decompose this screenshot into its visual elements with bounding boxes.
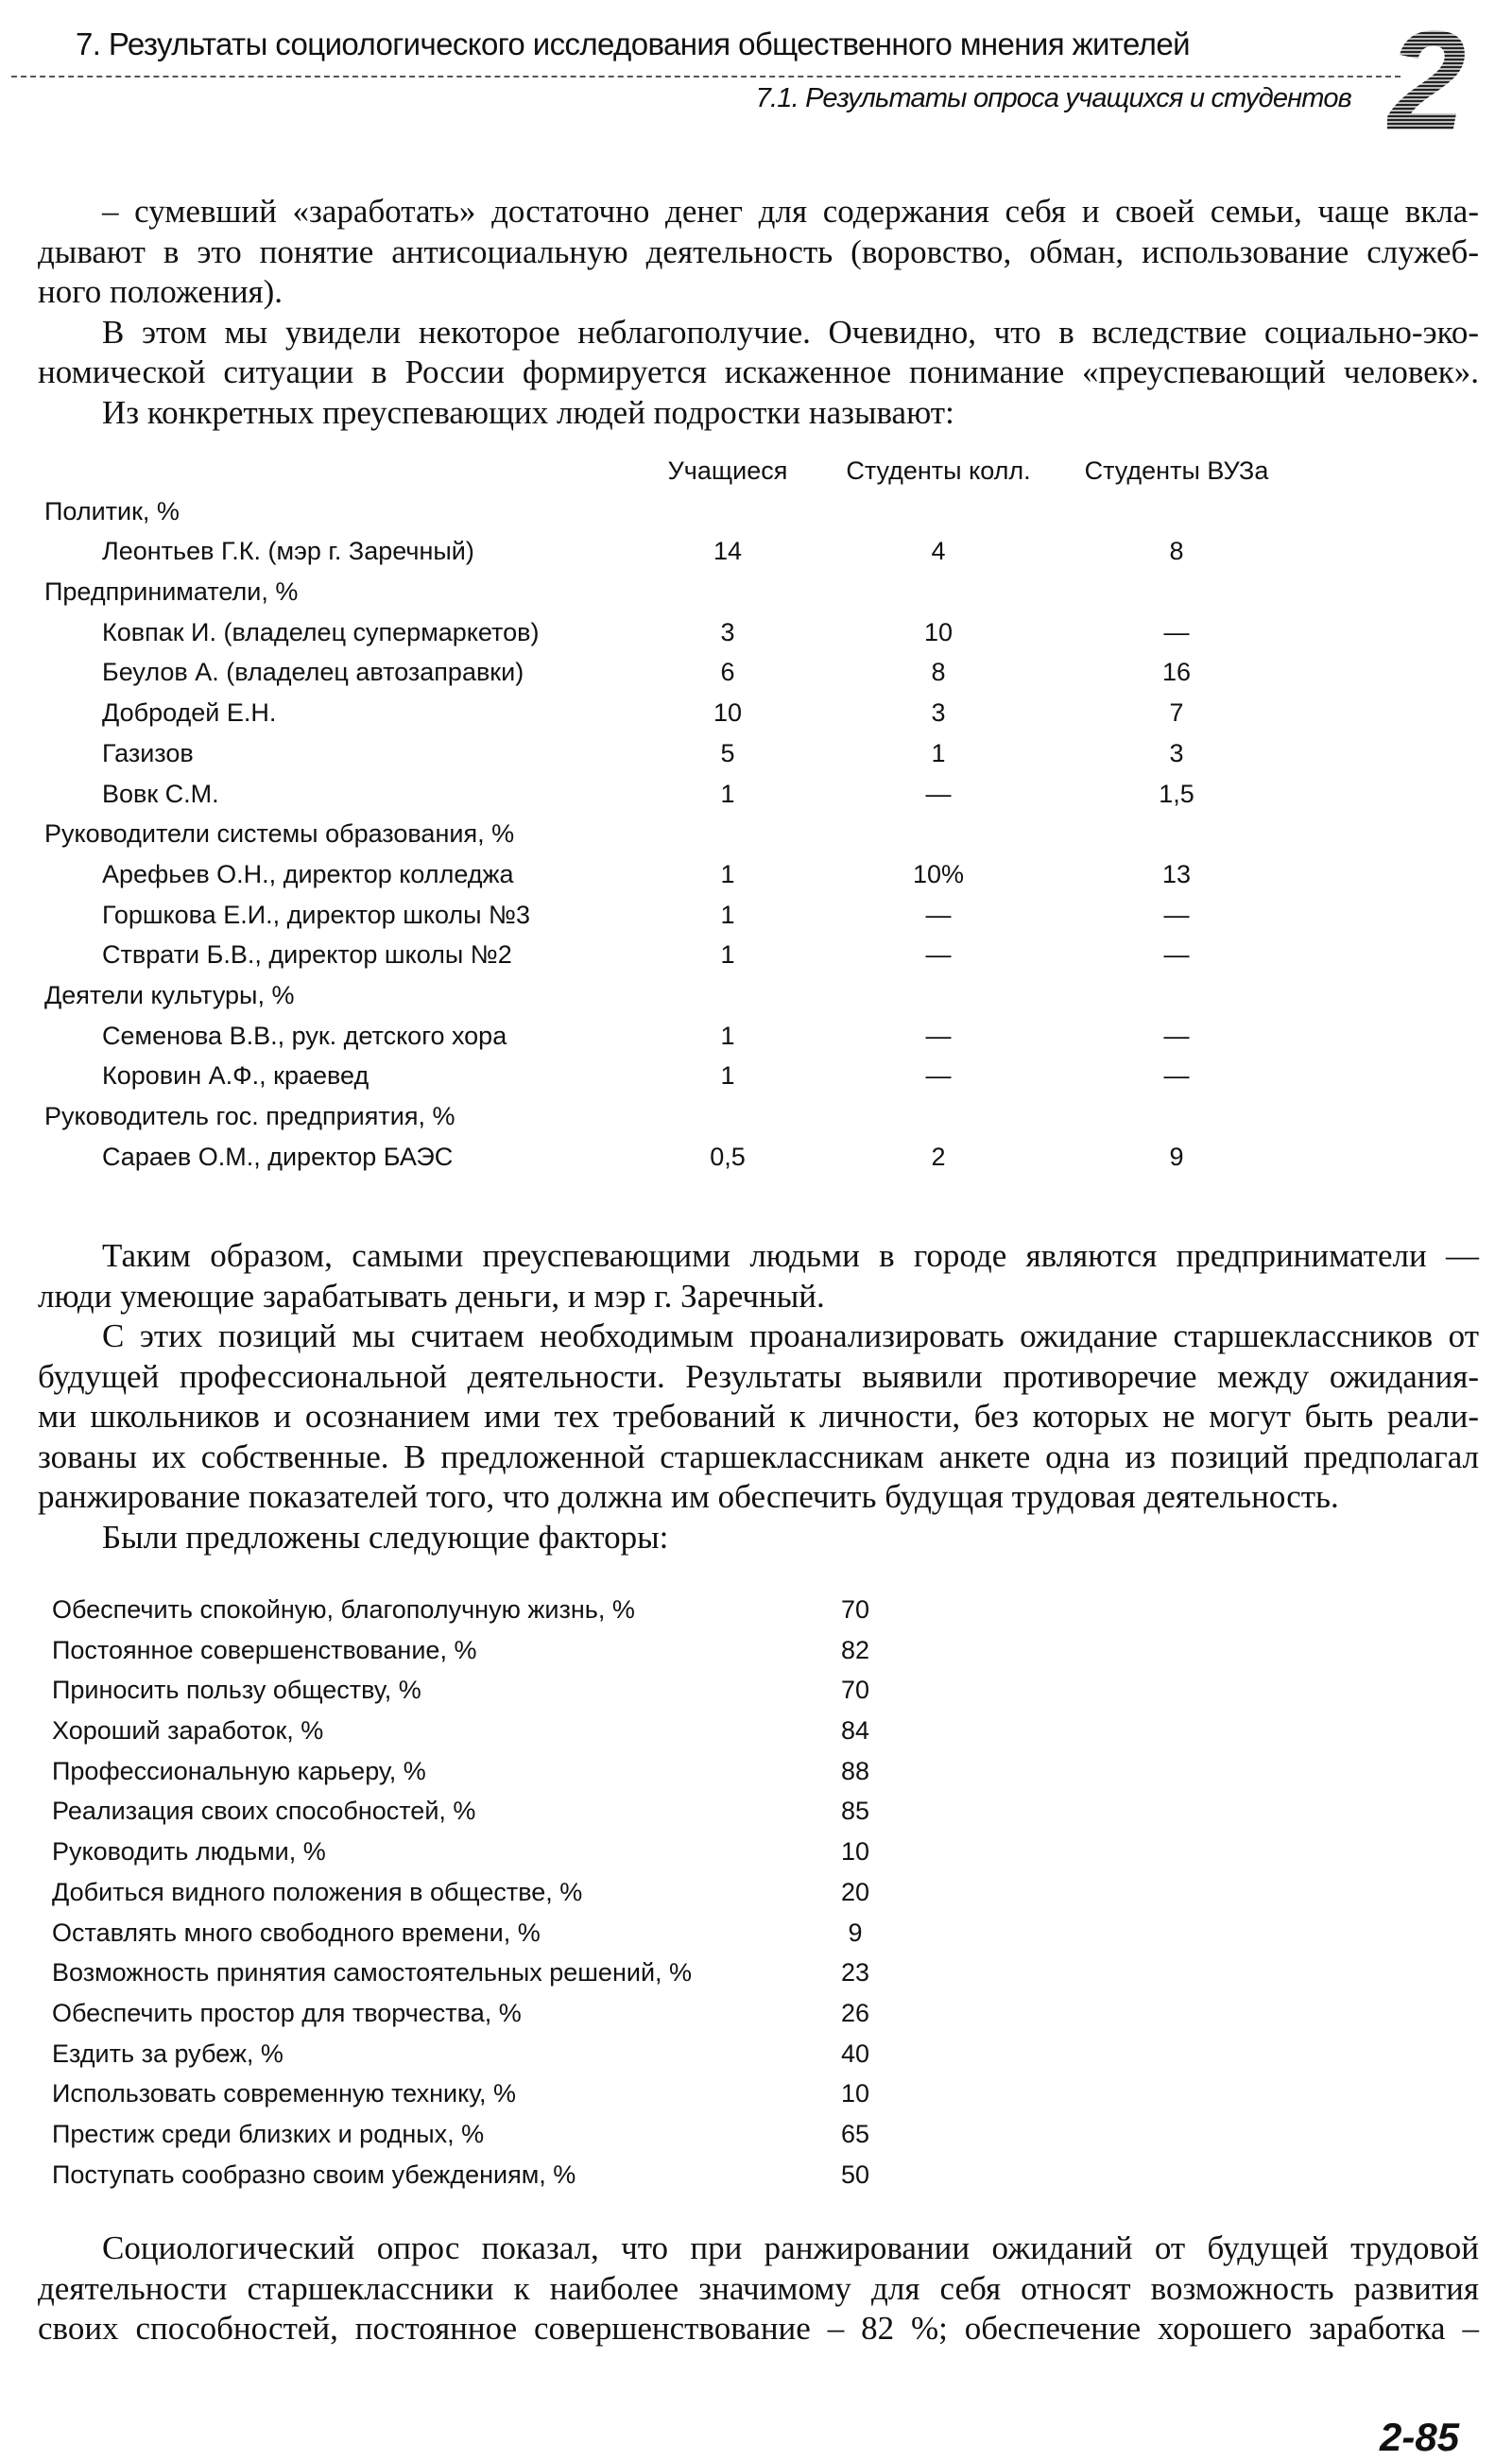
table-row <box>0 1711 1512 1751</box>
cell-value: 8 <box>1169 537 1184 566</box>
person-label: Добродей Е.Н. <box>102 698 277 728</box>
section-subtitle: 7.1. Результаты опроса учащихся и студентов <box>755 83 1351 113</box>
factor-label: Обеспечить спокойную, благополучную жизнь, % <box>52 1595 635 1624</box>
factors-table <box>0 1590 1512 2194</box>
category-row <box>0 572 1512 612</box>
cell-value: — <box>925 1061 952 1091</box>
factor-label: Ездить за рубеж, % <box>52 2039 284 2068</box>
table-row <box>0 652 1512 693</box>
header-divider <box>11 76 1400 77</box>
category-label: Политик, % <box>44 496 180 525</box>
factor-value: 10 <box>840 1837 870 1867</box>
cell-value: — <box>1163 900 1190 929</box>
cell-value: 4 <box>931 537 946 566</box>
table-row <box>0 1590 1512 1630</box>
text-line: ми школьников и осознанием ими тех требований к личности, без которых не могут быть реали- <box>38 1398 1479 1435</box>
table-row <box>0 1056 1512 1096</box>
cell-value: 10 <box>713 698 743 728</box>
text-line: деятельности старшеклассники к наиболее значимому для себя относят возможность развития <box>38 2269 1479 2307</box>
text-line: – сумевший «заработать» достаточно денег для содержания себя и своей семьи, чаще вкла- <box>102 193 1479 230</box>
cell-value: 6 <box>720 658 735 687</box>
cell-value: 9 <box>1169 1142 1184 1171</box>
person-label: Сараев О.М., директор БАЭС <box>102 1142 454 1171</box>
person-label: Семенова В.В., рук. детского хора <box>102 1021 507 1050</box>
cell-value: 2 <box>931 1142 946 1171</box>
text-line: В этом мы увидели некоторое неблагополучие. Очевидно, что в вследствие социально-эко- <box>102 313 1479 351</box>
text-line: Из конкретных преуспевающих людей подростки называют: <box>102 393 954 431</box>
factor-label: Профессиональную карьеру, % <box>52 1756 426 1785</box>
cell-value: 7 <box>1169 698 1184 728</box>
table-row <box>0 2155 1512 2195</box>
column-header: Студенты ВУЗа <box>1084 456 1269 485</box>
factor-value: 20 <box>840 1877 870 1906</box>
cell-value: 3 <box>1169 738 1184 767</box>
cell-value: 0,5 <box>710 1142 746 1171</box>
table-row <box>0 531 1512 572</box>
paragraph-conclusion <box>38 2229 1479 2349</box>
table-row <box>0 1751 1512 1792</box>
successful-people-table <box>0 451 1512 1177</box>
table-row <box>0 1670 1512 1711</box>
factor-label: Использовать современную технику, % <box>52 2079 517 2108</box>
factor-label: Реализация своих способностей, % <box>52 1797 476 1826</box>
cell-value: 16 <box>1161 658 1192 687</box>
cell-value: 1 <box>720 940 735 970</box>
table-row <box>0 1913 1512 1953</box>
category-label: Руководитель гос. предприятия, % <box>44 1102 455 1130</box>
factor-label: Постоянное совершенствование, % <box>52 1635 477 1664</box>
table-row <box>0 1953 1512 1993</box>
person-label: Коровин А.Ф., краевед <box>102 1061 369 1091</box>
chapter-number-mark: 2 <box>1387 1 1467 160</box>
factor-value: 10 <box>840 2079 870 2108</box>
cell-value: 1 <box>720 779 735 808</box>
category-row <box>0 1096 1512 1137</box>
table-row <box>0 2114 1512 2155</box>
table-row <box>0 733 1512 774</box>
cell-value: 8 <box>931 658 946 687</box>
factor-label: Оставлять много свободного времени, % <box>52 1918 541 1947</box>
table-row <box>0 612 1512 653</box>
cell-value: 10 <box>923 617 954 646</box>
cell-value: 1 <box>720 1021 735 1050</box>
table-row <box>0 1872 1512 1913</box>
person-label: Газизов <box>102 738 194 767</box>
chapter-title: 7. Результаты социологического исследования общественного мнения жителей <box>76 26 1190 61</box>
factor-label: Добиться видного положения в обществе, % <box>52 1877 583 1906</box>
table-row <box>0 693 1512 733</box>
person-label: Леонтьев Г.К. (мэр г. Заречный) <box>102 537 474 566</box>
table-row <box>0 1993 1512 2034</box>
factor-value: 40 <box>840 2039 870 2068</box>
table-row <box>0 1630 1512 1671</box>
person-label: Ковпак И. (владелец супермаркетов) <box>102 617 540 646</box>
factor-value: 82 <box>840 1635 870 1664</box>
category-label: Предприниматели, % <box>44 577 299 607</box>
text-line: своих способностей, постоянное совершенствование – 82 %; обеспечение хорошего заработка – <box>38 2310 1479 2347</box>
cell-value: — <box>1163 1061 1190 1091</box>
text-line: ранжирование показателей того, что должна им обеспечить будущая трудовая деятельность. <box>38 1478 1339 1515</box>
factor-label: Поступать сообразно своим убеждениям, % <box>52 2160 576 2189</box>
cell-value: — <box>925 940 952 970</box>
category-row <box>0 975 1512 1016</box>
factor-value: 85 <box>840 1797 870 1826</box>
cell-value: — <box>1163 617 1190 646</box>
text-line: ного положения). <box>38 273 284 310</box>
text-line: номической ситуации в России формируется искаженное понимание «преуспевающий человек». <box>38 353 1479 390</box>
text-line: С этих позиций мы считаем необходимым проанализировать ожидание старшеклассников от <box>102 1317 1479 1354</box>
factor-value: 84 <box>840 1716 870 1746</box>
cell-value: — <box>925 779 952 808</box>
category-label: Деятели культуры, % <box>44 980 295 1009</box>
factor-value: 50 <box>840 2160 870 2189</box>
category-row <box>0 491 1512 532</box>
cell-value: 10% <box>912 859 965 888</box>
category-label: Руководители системы образования, % <box>44 819 515 849</box>
factor-label: Престиж среди близких и родных, % <box>52 2119 485 2148</box>
person-label: Арефьев О.Н., директор колледжа <box>102 859 514 888</box>
cell-value: 1,5 <box>1159 779 1194 808</box>
cell-value: 14 <box>713 537 743 566</box>
table-header-row <box>0 451 1512 491</box>
cell-value: — <box>1163 1021 1190 1050</box>
cell-value: 1 <box>720 1061 735 1091</box>
cell-value: 1 <box>931 738 946 767</box>
text-line: Были предложены следующие факторы: <box>102 1518 669 1556</box>
factor-value: 70 <box>840 1676 870 1705</box>
text-line: дывают в это понятие антисоциальную деятельность (воровство, обман, использование служеб- <box>38 232 1479 270</box>
factor-value: 26 <box>840 1998 870 2027</box>
column-header: Учащиеся <box>667 456 788 485</box>
page-number: 2-85 <box>1380 2415 1460 2459</box>
person-label: Беулов А. (владелец автозаправки) <box>102 658 524 687</box>
cell-value: 1 <box>720 900 735 929</box>
table-row <box>0 1016 1512 1057</box>
factor-label: Возможность принятия самостоятельных решений, % <box>52 1958 693 1988</box>
cell-value: 5 <box>720 738 735 767</box>
factor-value: 70 <box>840 1595 870 1624</box>
table-row <box>0 935 1512 975</box>
paragraph-intro <box>38 192 1479 433</box>
cell-value: — <box>1163 940 1190 970</box>
table-row <box>0 1832 1512 1872</box>
factor-label: Хороший заработок, % <box>52 1716 324 1746</box>
category-row <box>0 814 1512 854</box>
person-label: Вовк С.М. <box>102 779 219 808</box>
cell-value: 3 <box>931 698 946 728</box>
table-row <box>0 774 1512 815</box>
table-row <box>0 895 1512 936</box>
factor-value: 65 <box>840 2119 870 2148</box>
table-row <box>0 1137 1512 1178</box>
table-row <box>0 854 1512 895</box>
text-line: Таким образом, самыми преуспевающими людьми в городе являются предприниматели — <box>102 1237 1479 1274</box>
cell-value: 3 <box>720 617 735 646</box>
table-row <box>0 1791 1512 1832</box>
person-label: Горшкова Е.И., директор школы №3 <box>102 900 531 929</box>
factor-value: 88 <box>840 1756 870 1785</box>
cell-value: — <box>925 1021 952 1050</box>
text-line: люди умеющие зарабатывать деньги, и мэр г. Заречный. <box>38 1277 825 1315</box>
person-label: Стврати Б.В., директор школы №2 <box>102 940 512 970</box>
column-header: Студенты колл. <box>846 456 1031 485</box>
table-row <box>0 2034 1512 2074</box>
text-line: зованы их собственные. В предложенной старшеклассникам анкете одна из позиций предполагал <box>38 1437 1479 1475</box>
factor-label: Приносить пользу обществу, % <box>52 1676 421 1705</box>
text-line: будущей профессиональной деятельности. Результаты выявили противоречие между ожидания- <box>38 1357 1479 1395</box>
factor-value: 23 <box>840 1958 870 1988</box>
cell-value: — <box>925 900 952 929</box>
factor-label: Обеспечить простор для творчества, % <box>52 1998 522 2027</box>
factor-label: Руководить людьми, % <box>52 1837 326 1867</box>
text-line: Социологический опрос показал, что при ранжировании ожиданий от будущей трудовой <box>102 2229 1479 2266</box>
table-row <box>0 2074 1512 2114</box>
factor-value: 9 <box>848 1918 863 1947</box>
cell-value: 1 <box>720 859 735 888</box>
paragraph-analysis <box>38 1236 1479 1557</box>
cell-value: 13 <box>1161 859 1192 888</box>
